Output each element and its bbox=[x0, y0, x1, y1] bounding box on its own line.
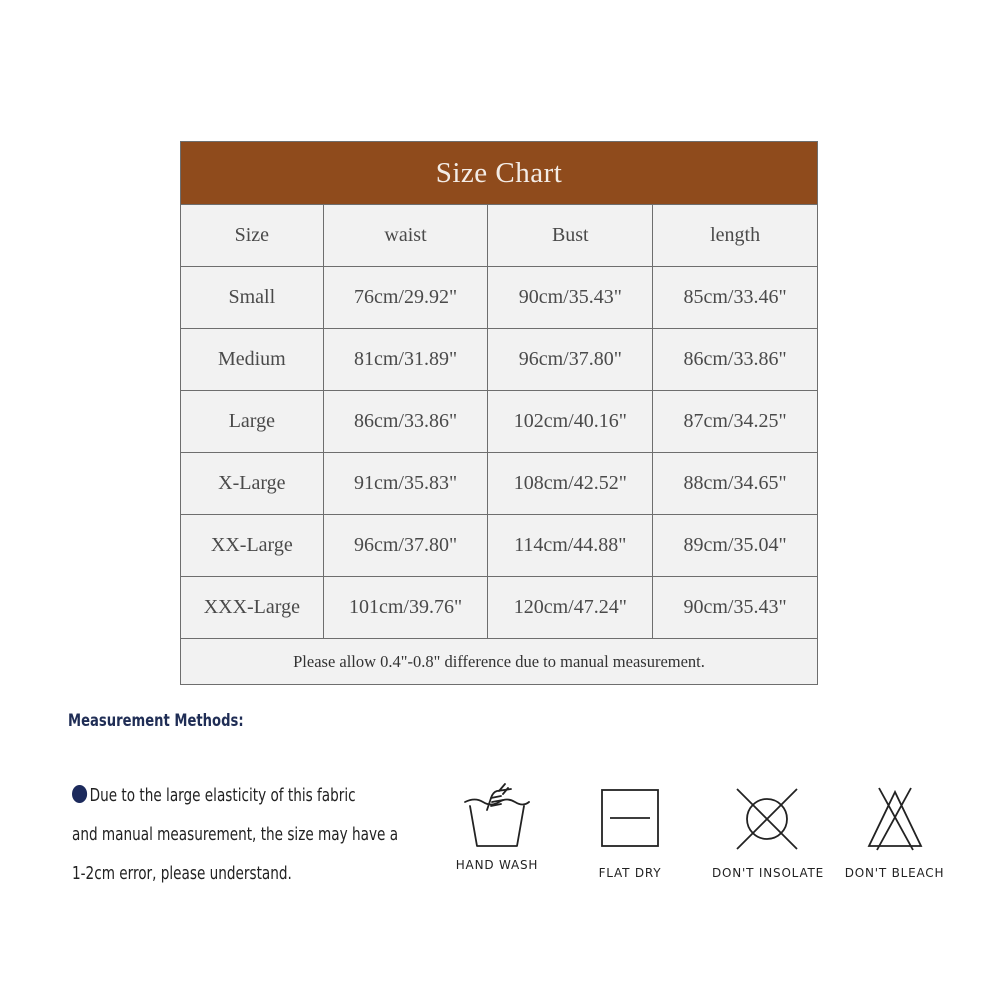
hand-wash-icon bbox=[461, 780, 533, 850]
table-row bbox=[181, 267, 818, 329]
length-cell: 88cm/34.65" bbox=[653, 453, 818, 515]
table-header-row bbox=[181, 205, 818, 267]
flat-dry-icon bbox=[600, 788, 660, 848]
header-bust: Bust bbox=[488, 205, 653, 267]
waist-cell: 101cm/39.76" bbox=[323, 577, 488, 639]
size-cell: XX-Large bbox=[181, 515, 324, 577]
length-cell: 87cm/34.25" bbox=[653, 391, 818, 453]
table-row bbox=[181, 453, 818, 515]
header-size: Size bbox=[181, 205, 324, 267]
table-note-row bbox=[181, 639, 818, 685]
table-row bbox=[181, 577, 818, 639]
care-flat-dry bbox=[585, 788, 675, 880]
waist-cell: 86cm/33.86" bbox=[323, 391, 488, 453]
table-title-row bbox=[181, 142, 818, 205]
care-label: HAND WASH bbox=[455, 858, 539, 872]
methods-line: and manual measurement, the size may have a bbox=[72, 824, 399, 845]
table-row bbox=[181, 391, 818, 453]
care-label: DON'T INSOLATE bbox=[712, 866, 825, 880]
waist-cell: 81cm/31.89" bbox=[323, 329, 488, 391]
size-cell: Large bbox=[181, 391, 324, 453]
methods-line-text: Due to the large elasticity of this fabric bbox=[89, 785, 356, 806]
length-cell: 89cm/35.04" bbox=[653, 515, 818, 577]
size-chart-table bbox=[180, 141, 818, 685]
dont-insolate-icon bbox=[734, 786, 800, 852]
bust-cell: 108cm/42.52" bbox=[488, 453, 653, 515]
methods-line bbox=[72, 776, 425, 815]
care-hand-wash bbox=[452, 780, 542, 872]
length-cell: 90cm/35.43" bbox=[653, 577, 818, 639]
measurement-methods-heading: Measurement Methods: bbox=[68, 711, 244, 731]
bust-cell: 96cm/37.80" bbox=[488, 329, 653, 391]
methods-line: 1-2cm error, please understand. bbox=[72, 863, 292, 884]
dont-bleach-icon bbox=[865, 786, 925, 852]
length-cell: 85cm/33.46" bbox=[653, 267, 818, 329]
care-dont-bleach bbox=[842, 786, 947, 880]
measurement-note: Please allow 0.4"-0.8" difference due to manual measurement. bbox=[181, 639, 818, 685]
bust-cell: 120cm/47.24" bbox=[488, 577, 653, 639]
bust-cell: 90cm/35.43" bbox=[488, 267, 653, 329]
care-dont-insolate bbox=[712, 786, 825, 880]
measurement-methods-text bbox=[72, 776, 425, 893]
bust-cell: 114cm/44.88" bbox=[488, 515, 653, 577]
waist-cell: 96cm/37.80" bbox=[323, 515, 488, 577]
length-cell: 86cm/33.86" bbox=[653, 329, 818, 391]
size-cell: Medium bbox=[181, 329, 324, 391]
table-row bbox=[181, 515, 818, 577]
waist-cell: 91cm/35.83" bbox=[323, 453, 488, 515]
header-length: length bbox=[653, 205, 818, 267]
size-cell: Small bbox=[181, 267, 324, 329]
size-cell: XXX-Large bbox=[181, 577, 324, 639]
bullet-icon bbox=[72, 785, 87, 803]
care-label: DON'T BLEACH bbox=[844, 866, 945, 880]
size-cell: X-Large bbox=[181, 453, 324, 515]
waist-cell: 76cm/29.92" bbox=[323, 267, 488, 329]
table-row bbox=[181, 329, 818, 391]
header-waist: waist bbox=[323, 205, 488, 267]
bust-cell: 102cm/40.16" bbox=[488, 391, 653, 453]
care-label: FLAT DRY bbox=[598, 866, 662, 880]
table-title: Size Chart bbox=[181, 142, 818, 205]
